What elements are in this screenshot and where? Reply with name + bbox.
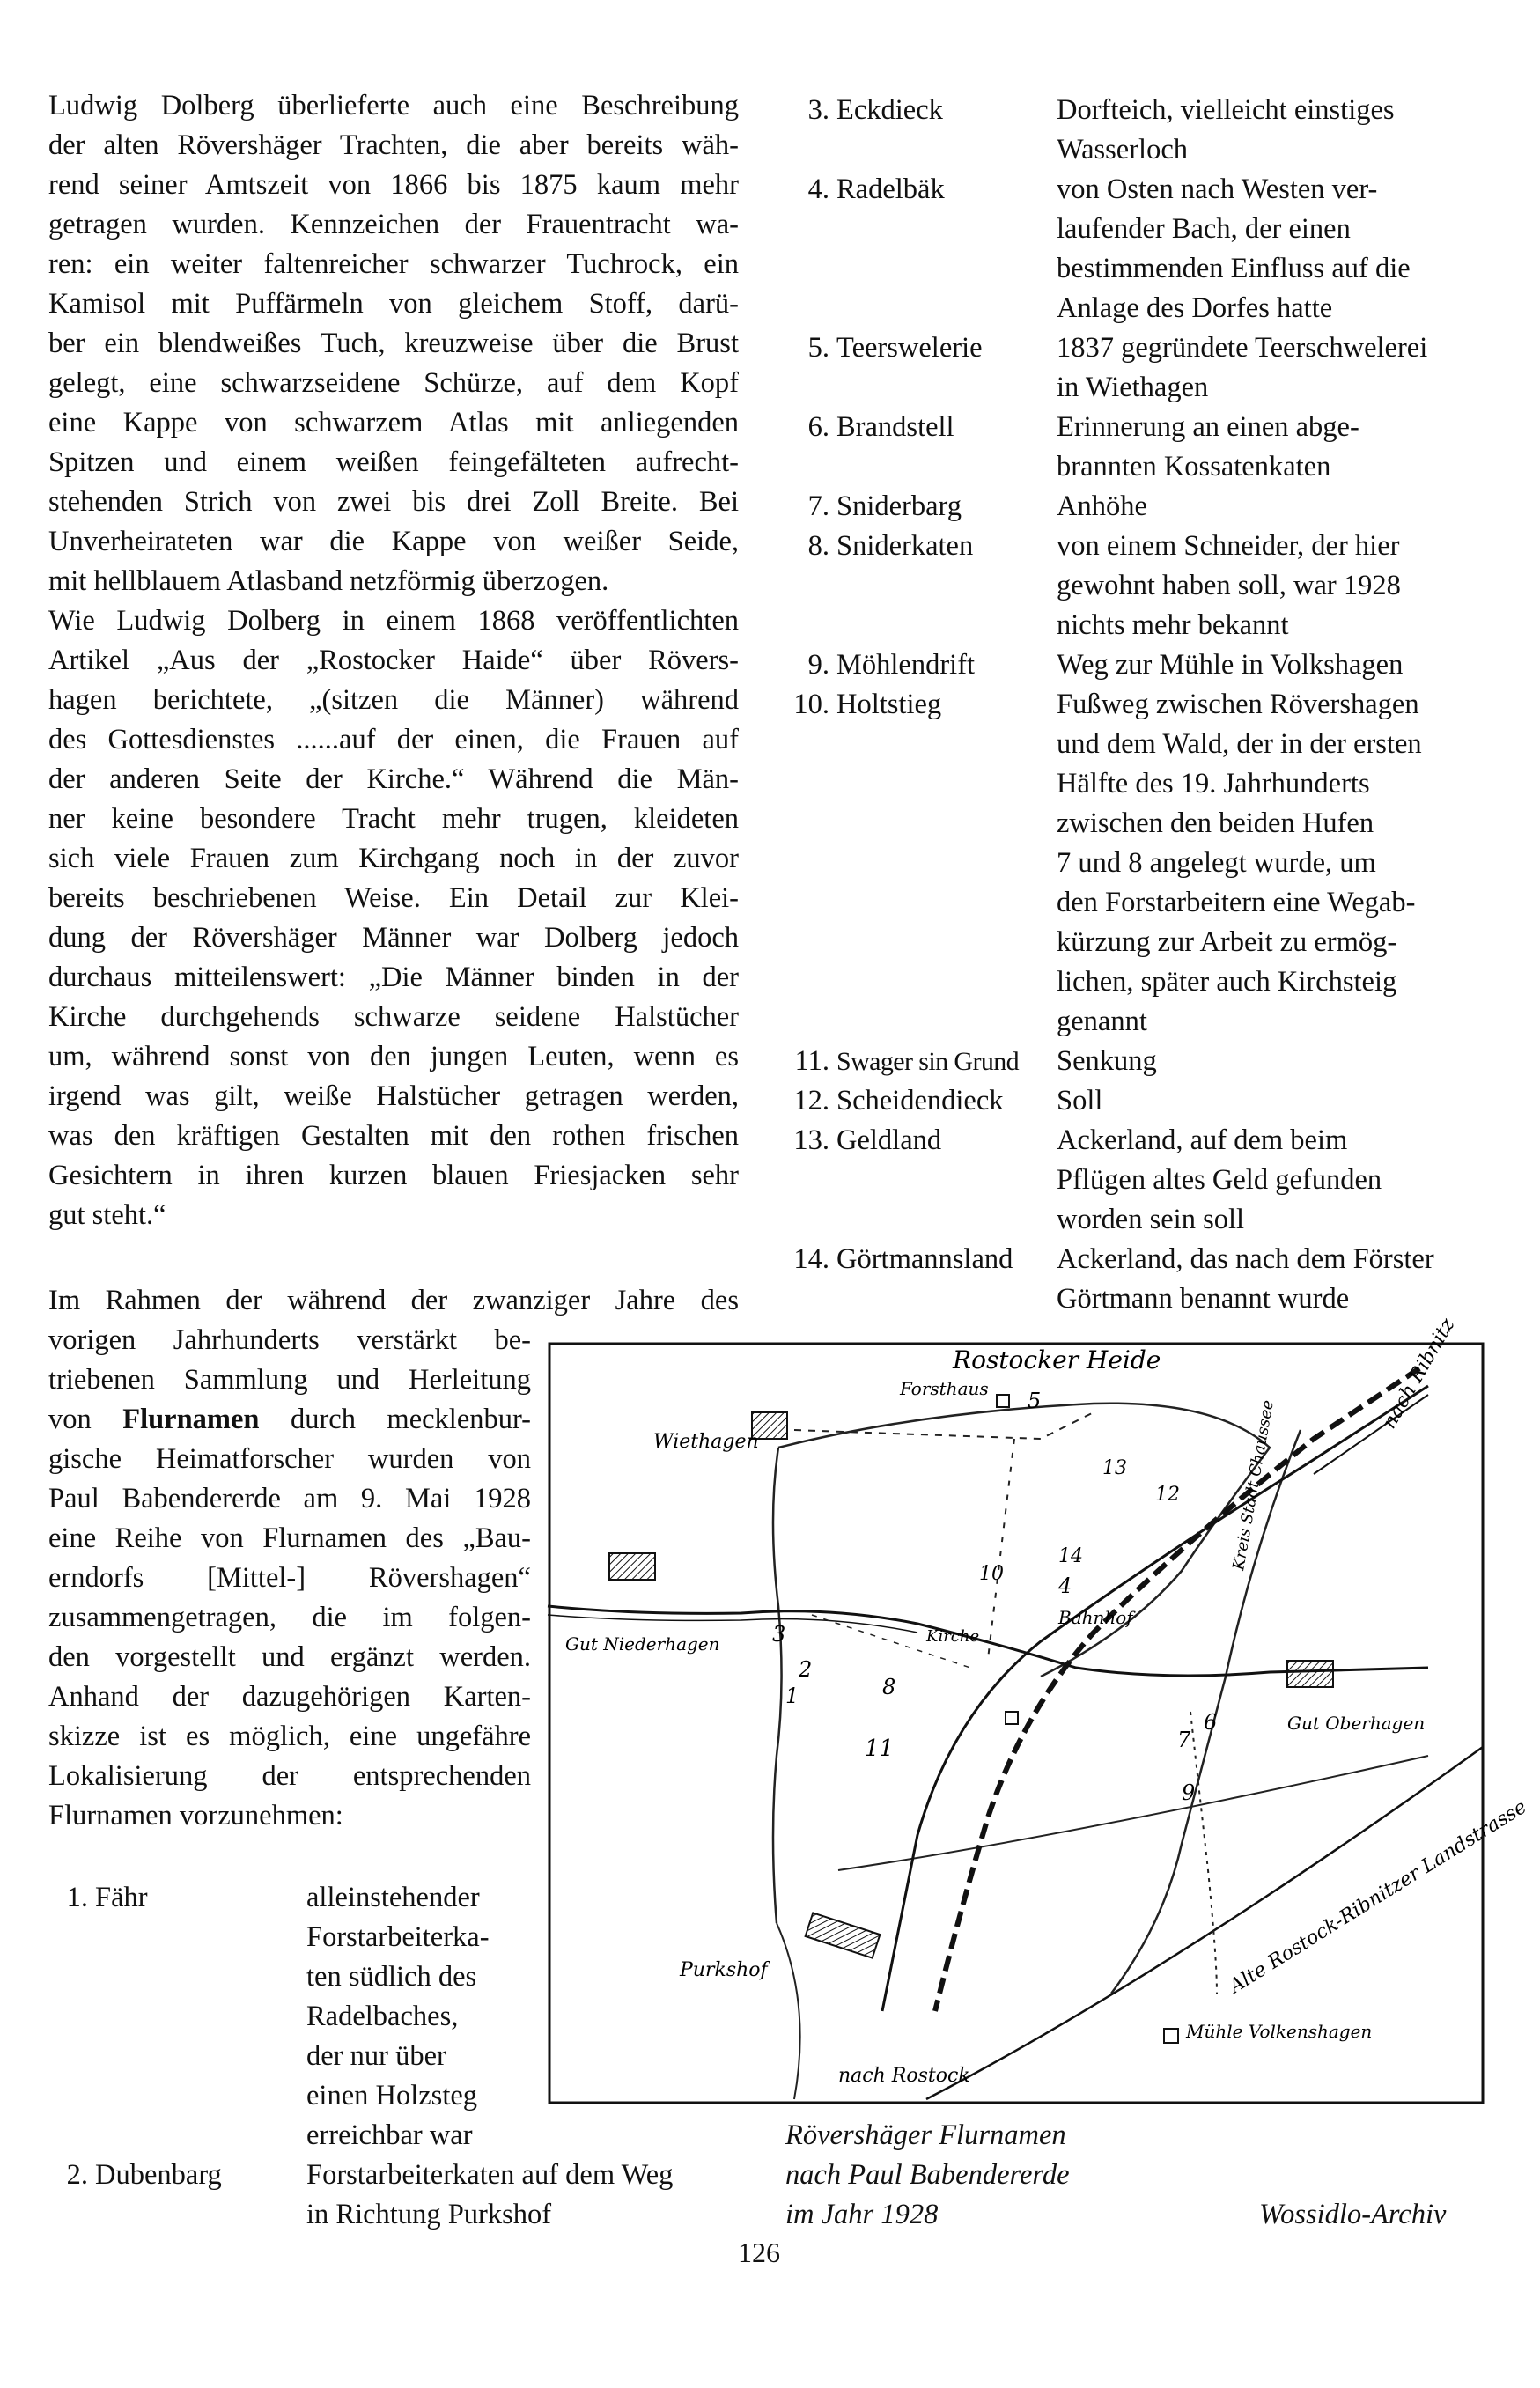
- map-number: 3: [772, 1622, 786, 1647]
- caption-line: Rövershäger Flurnamen: [785, 2119, 1066, 2151]
- caption-line: nach Paul Babendererde: [785, 2159, 1070, 2191]
- field-line-south: [838, 1756, 1428, 1870]
- item-number: 11.: [794, 1045, 829, 1077]
- map-label-nach-rostock: nach Rostock: [838, 2065, 970, 2087]
- map-label-nach-ribnitz: nach Ribnitz: [1378, 1315, 1460, 1433]
- item-description: [1057, 91, 1395, 170]
- desc-line: Anlage des Dorfes hatte: [1057, 292, 1333, 324]
- desc-line: gewohnt haben soll, war 1928: [1057, 570, 1401, 601]
- item-number: 2.: [66, 2159, 88, 2191]
- paragraph-dolberg-artikel: [48, 601, 739, 1235]
- item-name: Brandstell: [836, 411, 954, 443]
- map-number: 9: [1182, 1780, 1196, 1805]
- desc-line: Wasserloch: [1057, 134, 1188, 166]
- map-number: 4: [1058, 1574, 1072, 1598]
- map-number: 6: [1204, 1710, 1218, 1735]
- item-name: Radelbäk: [836, 173, 945, 205]
- desc-line: Forstarbeiterka-: [306, 1921, 490, 1953]
- text-line: zusammengetragen, die im folgen-: [48, 1602, 531, 1633]
- map-label-muehle-volkenshagen: Mühle Volkenshagen: [1186, 2021, 1373, 2042]
- text-line: Spitzen und einem weißen feingefälteten aufrecht-: [48, 446, 739, 478]
- text-line: gische Heimatforscher wurden von: [48, 1443, 531, 1475]
- desc-line: der nur über: [306, 2040, 446, 2072]
- map-number: 13: [1102, 1457, 1127, 1479]
- desc-line: von einem Schneider, der hier: [1057, 530, 1400, 562]
- flurnamen-bold: Flurnamen: [122, 1404, 260, 1435]
- item-number: 7.: [807, 490, 829, 522]
- text-line: Wie Ludwig Dolberg in einem 1868 veröffentlichten: [48, 605, 739, 637]
- map-number: 11: [865, 1736, 895, 1762]
- map-number: 12: [1155, 1484, 1180, 1506]
- desc-line: 7 und 8 angelegt wurde, um: [1057, 847, 1376, 879]
- forest-edge-west: [773, 1448, 782, 1923]
- text-line: was den kräftigen Gestalten mit den rothen frischen: [48, 1120, 739, 1152]
- desc-line: alleinstehender: [306, 1882, 480, 1913]
- desc-line: Erinnerung an einen abge-: [1057, 411, 1359, 443]
- desc-line: Forstarbeiterkaten auf dem Weg: [306, 2159, 674, 2191]
- text-line: getragen wurden. Kennzeichen der Frauentracht wa-: [48, 209, 739, 240]
- map-label-rostocker-heide: Rostocker Heide: [953, 1345, 1161, 1375]
- desc-line: Pflügen altes Geld gefunden: [1057, 1164, 1382, 1196]
- building-teerschwelerei: [997, 1395, 1009, 1407]
- map-number: 10: [979, 1563, 1004, 1585]
- desc-line: worden sein soll: [1057, 1204, 1245, 1235]
- item-description: [1057, 1081, 1102, 1121]
- map-label-purkshof: Purkshof: [680, 1959, 768, 1981]
- path-moehlendrift: [1190, 1712, 1217, 1994]
- item-number: 6.: [807, 411, 829, 443]
- text-line: mit hellblauem Atlasband netzförmig überzogen.: [48, 565, 609, 597]
- text-line: durchaus mitteilenswert: „Die Männer binden in der: [48, 962, 739, 993]
- item-number: 9.: [807, 649, 829, 681]
- desc-line: kürzung zur Arbeit zu ermög-: [1057, 926, 1397, 958]
- text-fragment: durch mecklenbur-: [290, 1404, 532, 1435]
- text-line: eine Reihe von Flurnamen des „Bau-: [48, 1522, 531, 1554]
- map-label-bahnhof: Bahnhof: [1058, 1607, 1133, 1628]
- building-gut-niederhagen: [609, 1553, 655, 1580]
- map-number: 8: [882, 1675, 896, 1699]
- text-line: Kirche durchgehends schwarze seidene Halstücher: [48, 1001, 739, 1033]
- desc-line: von Osten nach Westen ver-: [1057, 173, 1378, 205]
- map-number: 2: [799, 1657, 813, 1682]
- item-name: Swager sin Grund: [836, 1047, 1020, 1076]
- item-description: [306, 1878, 490, 2156]
- desc-line: und dem Wald, der in der ersten: [1057, 728, 1422, 760]
- item-name: Möhlendrift: [836, 649, 976, 681]
- paragraph-trachten: [48, 86, 739, 601]
- building-purkshof: [806, 1913, 881, 1957]
- text-line: Im Rahmen der während der zwanziger Jahre des: [48, 1285, 739, 1316]
- desc-line: in Wiethagen: [1057, 372, 1209, 403]
- building-gut-oberhagen: [1287, 1661, 1333, 1687]
- item-name: Fähr: [95, 1882, 148, 1913]
- map-number: 14: [1058, 1545, 1083, 1567]
- text-line: sich viele Frauen zum Kirchgang noch in der zuvor: [48, 843, 739, 874]
- map-caption: [785, 2116, 1070, 2235]
- map-sketch: [548, 1315, 1531, 2104]
- text-line: ber ein blendweißes Tuch, kreuzweise über die Brust: [48, 328, 739, 359]
- desc-line: Görtmann benannt wurde: [1057, 1283, 1350, 1315]
- desc-line: Dorfteich, vielleicht einstiges: [1057, 94, 1395, 126]
- desc-line: den Forstarbeitern eine Wegab-: [1057, 887, 1416, 918]
- item-number: 14.: [793, 1243, 829, 1275]
- boundary-south-west: [777, 1923, 800, 2099]
- text-line: der alten Rövershäger Trachten, die aber bereits wäh-: [48, 129, 739, 161]
- item-number: 8.: [807, 530, 829, 562]
- desc-line: zwischen den beiden Hufen: [1057, 807, 1374, 839]
- desc-line: brannten Kossatenkaten: [1057, 451, 1331, 483]
- desc-line: nichts mehr bekannt: [1057, 609, 1289, 641]
- text-line: Artikel „Aus der „Rostocker Haide“ über Rövers-: [48, 645, 739, 676]
- text-line: vorigen Jahrhunderts verstärkt be-: [48, 1324, 531, 1356]
- building-muehle: [1164, 2029, 1178, 2043]
- item-description: [1057, 527, 1401, 645]
- archive-credit: Wossidlo-Archiv: [1259, 2199, 1447, 2230]
- map-label-gut-niederhagen: Gut Niederhagen: [565, 1633, 720, 1655]
- map-label-kirche: Kirche: [926, 1627, 980, 1646]
- desc-line: genannt: [1057, 1006, 1147, 1037]
- text-line: Ludwig Dolberg überlieferte auch eine Beschreibung: [48, 90, 739, 122]
- item-description: [1057, 328, 1427, 408]
- item-name: Holtstieg: [836, 689, 942, 720]
- map-label-wiethagen: Wiethagen: [653, 1431, 759, 1453]
- item-number: 12.: [793, 1085, 829, 1117]
- item-description: [306, 2156, 673, 2235]
- desc-line: Weg zur Mühle in Volkshagen: [1057, 649, 1404, 681]
- item-name: Geldland: [836, 1124, 942, 1156]
- text-line: erndorfs [Mittel-] Rövershagen“: [48, 1562, 531, 1594]
- map-number: 1: [785, 1684, 799, 1708]
- map-number: 7: [1177, 1728, 1191, 1752]
- text-line: dung der Rövershäger Männer war Dolberg jedoch: [48, 922, 739, 954]
- desc-line: Hälfte des 19. Jahrhunderts: [1057, 768, 1370, 800]
- item-description: [1057, 487, 1147, 527]
- item-name: Eckdieck: [836, 94, 943, 126]
- building-forsthaus: [1006, 1712, 1018, 1724]
- text-line: Flurnamen vorzunehmen:: [48, 1800, 343, 1832]
- text-line: Gesichtern in ihren kurzen blauen Friesjacken sehr: [48, 1160, 739, 1191]
- item-number: 3.: [807, 94, 829, 126]
- text-line: bereits beschriebenen Weise. Ein Detail zur Klei-: [48, 882, 739, 914]
- item-name: Scheidendieck: [836, 1085, 1004, 1117]
- desc-line: Senkung: [1057, 1045, 1157, 1077]
- map-label-alte-strasse: Alte Rostock-Ribnitzer Landstrasse: [1225, 1795, 1531, 1999]
- caption-line: im Jahr 1928: [785, 2199, 939, 2230]
- stream-bank: [548, 1615, 917, 1633]
- item-number: 4.: [807, 173, 829, 205]
- text-line: skizze ist es möglich, eine ungefähre: [48, 1721, 531, 1752]
- text-line: eine Kappe von schwarzem Atlas mit anliegenden: [48, 407, 739, 439]
- desc-line: lichen, später auch Kirchsteig: [1057, 966, 1397, 998]
- desc-line: erreichbar war: [306, 2119, 473, 2151]
- item-description: [1057, 645, 1403, 685]
- text-line: um, während sonst von den jungen Leuten, wenn es: [48, 1041, 739, 1072]
- item-number: 5.: [807, 332, 829, 364]
- item-name: Sniderbarg: [836, 490, 962, 522]
- desc-line: Fußweg zwischen Rövershagen: [1057, 689, 1419, 720]
- item-name: Teerswelerie: [836, 332, 983, 364]
- paragraph-flurnamen-intro-narrow: [48, 1360, 531, 1836]
- text-line: triebenen Sammlung und Herleitung: [48, 1364, 531, 1396]
- item-description: [1057, 408, 1359, 487]
- text-line: gelegt, eine schwarzseidene Schürze, auf dem Kopf: [48, 367, 739, 399]
- desc-line: Soll: [1057, 1085, 1103, 1117]
- text-line: Lokalisierung der entsprechenden: [48, 1760, 531, 1792]
- text-fragment: von: [48, 1404, 123, 1435]
- item-name: Görtmannsland: [836, 1243, 1013, 1275]
- map-label-gut-oberhagen: Gut Oberhagen: [1287, 1713, 1426, 1734]
- flurnamen-map: [548, 1315, 1531, 2104]
- desc-line: ten südlich des: [306, 1961, 477, 1993]
- text-line: Unverheirateten war die Kappe von weißer Seide,: [48, 526, 739, 557]
- desc-line: Ackerland, auf dem beim: [1057, 1124, 1348, 1156]
- text-line: Paul Babendererde am 9. Mai 1928: [48, 1483, 531, 1515]
- item-description: [1057, 170, 1411, 328]
- text-line: ner keine besondere Tracht mehr trugen, kleideten: [48, 803, 739, 835]
- text-line: des Gottesdienstes ......auf der einen, die Frauen auf: [48, 724, 739, 755]
- text-line: der anderen Seite der Kirche.“ Während die Män-: [48, 763, 739, 795]
- text-line: irgend was gilt, weiße Halstücher getragen werden,: [48, 1080, 739, 1112]
- desc-line: 1837 gegründete Teerschwelerei: [1057, 332, 1428, 364]
- page-number: 126: [738, 2237, 780, 2268]
- item-description: [1057, 685, 1422, 1042]
- item-number: 13.: [793, 1124, 829, 1156]
- text-line: Anhand der dazugehörigen Karten-: [48, 1681, 531, 1713]
- map-label-kreis-strasse: Kreis Stadt Chaussee: [1229, 1398, 1278, 1572]
- old-road: [926, 1747, 1483, 2099]
- map-number: 5: [1028, 1389, 1042, 1413]
- map-label-forsthaus: Forsthaus: [900, 1378, 989, 1399]
- desc-line: Ackerland, das nach dem Förster: [1057, 1243, 1434, 1275]
- text-line: ren: ein weiter faltenreicher schwarzer Tuchrock, ein: [48, 248, 739, 280]
- desc-line: in Richtung Purkshof: [306, 2199, 552, 2230]
- text-line: gut steht.“: [48, 1199, 166, 1231]
- item-name: Sniderkaten: [836, 530, 974, 562]
- desc-line: einen Holzsteg: [306, 2080, 478, 2112]
- desc-line: bestimmenden Einfluss auf die: [1057, 253, 1411, 284]
- item-number: 1.: [66, 1882, 88, 1913]
- item-description: [1057, 1240, 1434, 1319]
- desc-line: Anhöhe: [1057, 490, 1147, 522]
- item-name: Dubenbarg: [95, 2159, 222, 2191]
- item-number: 10.: [793, 689, 829, 720]
- text-line: rend seiner Amtszeit von 1866 bis 1875 kaum mehr: [48, 169, 739, 201]
- path-sniderbarg: [988, 1439, 1014, 1659]
- text-line: stehenden Strich von zwei bis drei Zoll Breite. Bei: [48, 486, 739, 518]
- item-description: [1057, 1121, 1382, 1240]
- desc-line: Radelbaches,: [306, 2001, 459, 2032]
- desc-line: laufender Bach, der einen: [1057, 213, 1351, 245]
- text-line: den vorgestellt und ergänzt werden.: [48, 1641, 531, 1673]
- item-description: [1057, 1042, 1157, 1081]
- text-line: Kamisol mit Puffärmeln von gleichem Stoff, darü-: [48, 288, 739, 320]
- text-line-flurnamen: [48, 1400, 531, 1440]
- text-line: hagen berichtete, „(sitzen die Männer) während: [48, 684, 739, 716]
